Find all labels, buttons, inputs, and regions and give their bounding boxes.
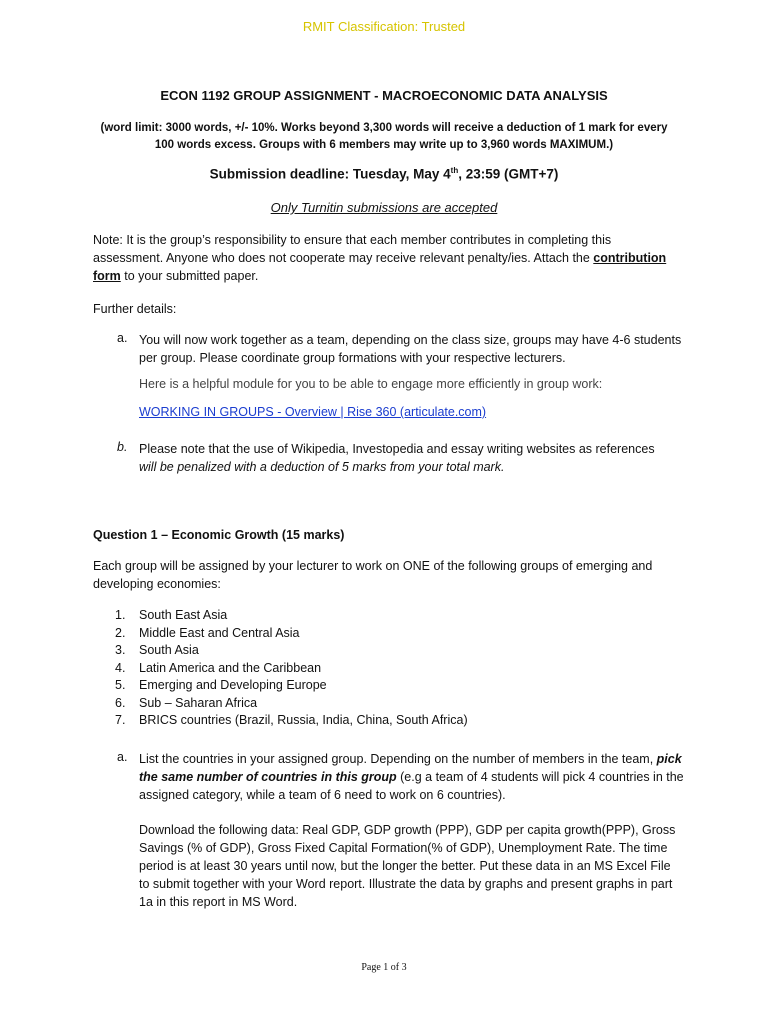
word-limit-note [0,120,768,154]
list-number: 3. [115,643,126,657]
list-label: Latin America and the Caribbean [139,660,322,675]
page-number: Page 1 of 3 [361,962,407,973]
item-a-text: You will now work together as a team, depending on the class size, groups may have 4-6 students per group. Please coordinate group formations with your respective lecturers. [139,333,682,365]
further-details-heading: Further details: [93,302,177,316]
working-in-groups-link[interactable]: WORKING IN GROUPS - Overview | Rise 360 (articulate.com) [139,405,487,419]
list-number: 2. [115,625,126,640]
group-note [93,231,678,285]
submission-deadline [0,166,768,182]
note-text-2: to your submitted paper. [120,269,259,283]
part-a-text-2: (e.g a team of 4 students will pick 4 countries in the assigned category, while a team of 6 need to work on 6 countries). [139,770,684,802]
deadline-sup: th [450,166,459,175]
list-number: 7. [115,713,126,727]
list-label: Middle East and Central Asia [139,625,300,640]
list-number: 6. [115,695,126,710]
list-label: Emerging and Developing Europe [139,678,327,692]
item-b-line-1: Please note that the use of Wikipedia, Investopedia and essay writing websites as references [139,442,655,456]
turnitin-notice: Only Turnitin submissions are accepted [270,200,498,215]
item-b-marker: b. [117,440,128,454]
list-number: 4. [115,660,126,675]
part-a-emphasis: pick the same number of countries in this group [139,752,682,784]
deadline-prefix: Submission deadline: Tuesday, May 4 [209,166,451,182]
note-text-1: Note: It is the group’s responsibility to ensure that each member contributes in completing this assessment. Anyone who does not cooperate may receive relevant penalty/ies. Attach the [93,233,612,265]
question-1-heading: Question 1 – Economic Growth (15 marks) [93,528,345,542]
word-limit-line-2: 100 words excess. Groups with 6 members may write up to 3,960 words MAXIMUM.) [154,139,614,151]
list-label: BRICS countries (Brazil, Russia, India, China, South Africa) [139,713,468,727]
classification-label: RMIT Classification: Trusted [302,19,466,34]
list-label: Sub – Saharan Africa [139,695,258,710]
document-title: ECON 1192 GROUP ASSIGNMENT - MACROECONOMIC DATA ANALYSIS [160,88,608,103]
word-limit-line-1: (word limit: 3000 words, +/- 10%. Works beyond 3,300 words will receive a deduction of 1 mark for every [100,122,668,134]
item-b-line-2: will be penalized with a deduction of 5 marks from your total mark. [139,460,505,474]
list-label: South Asia [139,643,199,657]
item-b-text [139,440,684,476]
list-number: 5. [115,678,126,692]
part-a-text [139,750,684,804]
question-1-intro: Each group will be assigned by your lecturer to work on ONE of the following groups of emerging and developing economies: [93,559,653,591]
part-a-marker: a. [117,750,128,764]
list-number: 1. [115,608,126,622]
download-instructions: Download the following data: Real GDP, GDP growth (PPP), GDP per capita growth(PPP), Gross Savings (% of GDP), Gross Fixed Capital Formation(% of GDP), Unemployment Rate. The time period is at least 30 years until now, but the longer the better. Put these data in an MS Excel File to submit together with your Word report. Illustrate the data by graphs and present graphs in part 1a in this report in MS Word. [139,823,676,909]
part-a-text-1: List the countries in your assigned group. Depending on the number of members in the team, [139,752,657,766]
contribution-form-link[interactable]: contribution form [93,251,667,283]
deadline-suffix: , 23:59 (GMT+7) [458,166,559,182]
list-label: South East Asia [139,608,228,622]
helpful-module-text: Here is a helpful module for you to be able to engage more efficiently in group work: [139,377,603,391]
item-a-marker: a. [117,331,128,345]
